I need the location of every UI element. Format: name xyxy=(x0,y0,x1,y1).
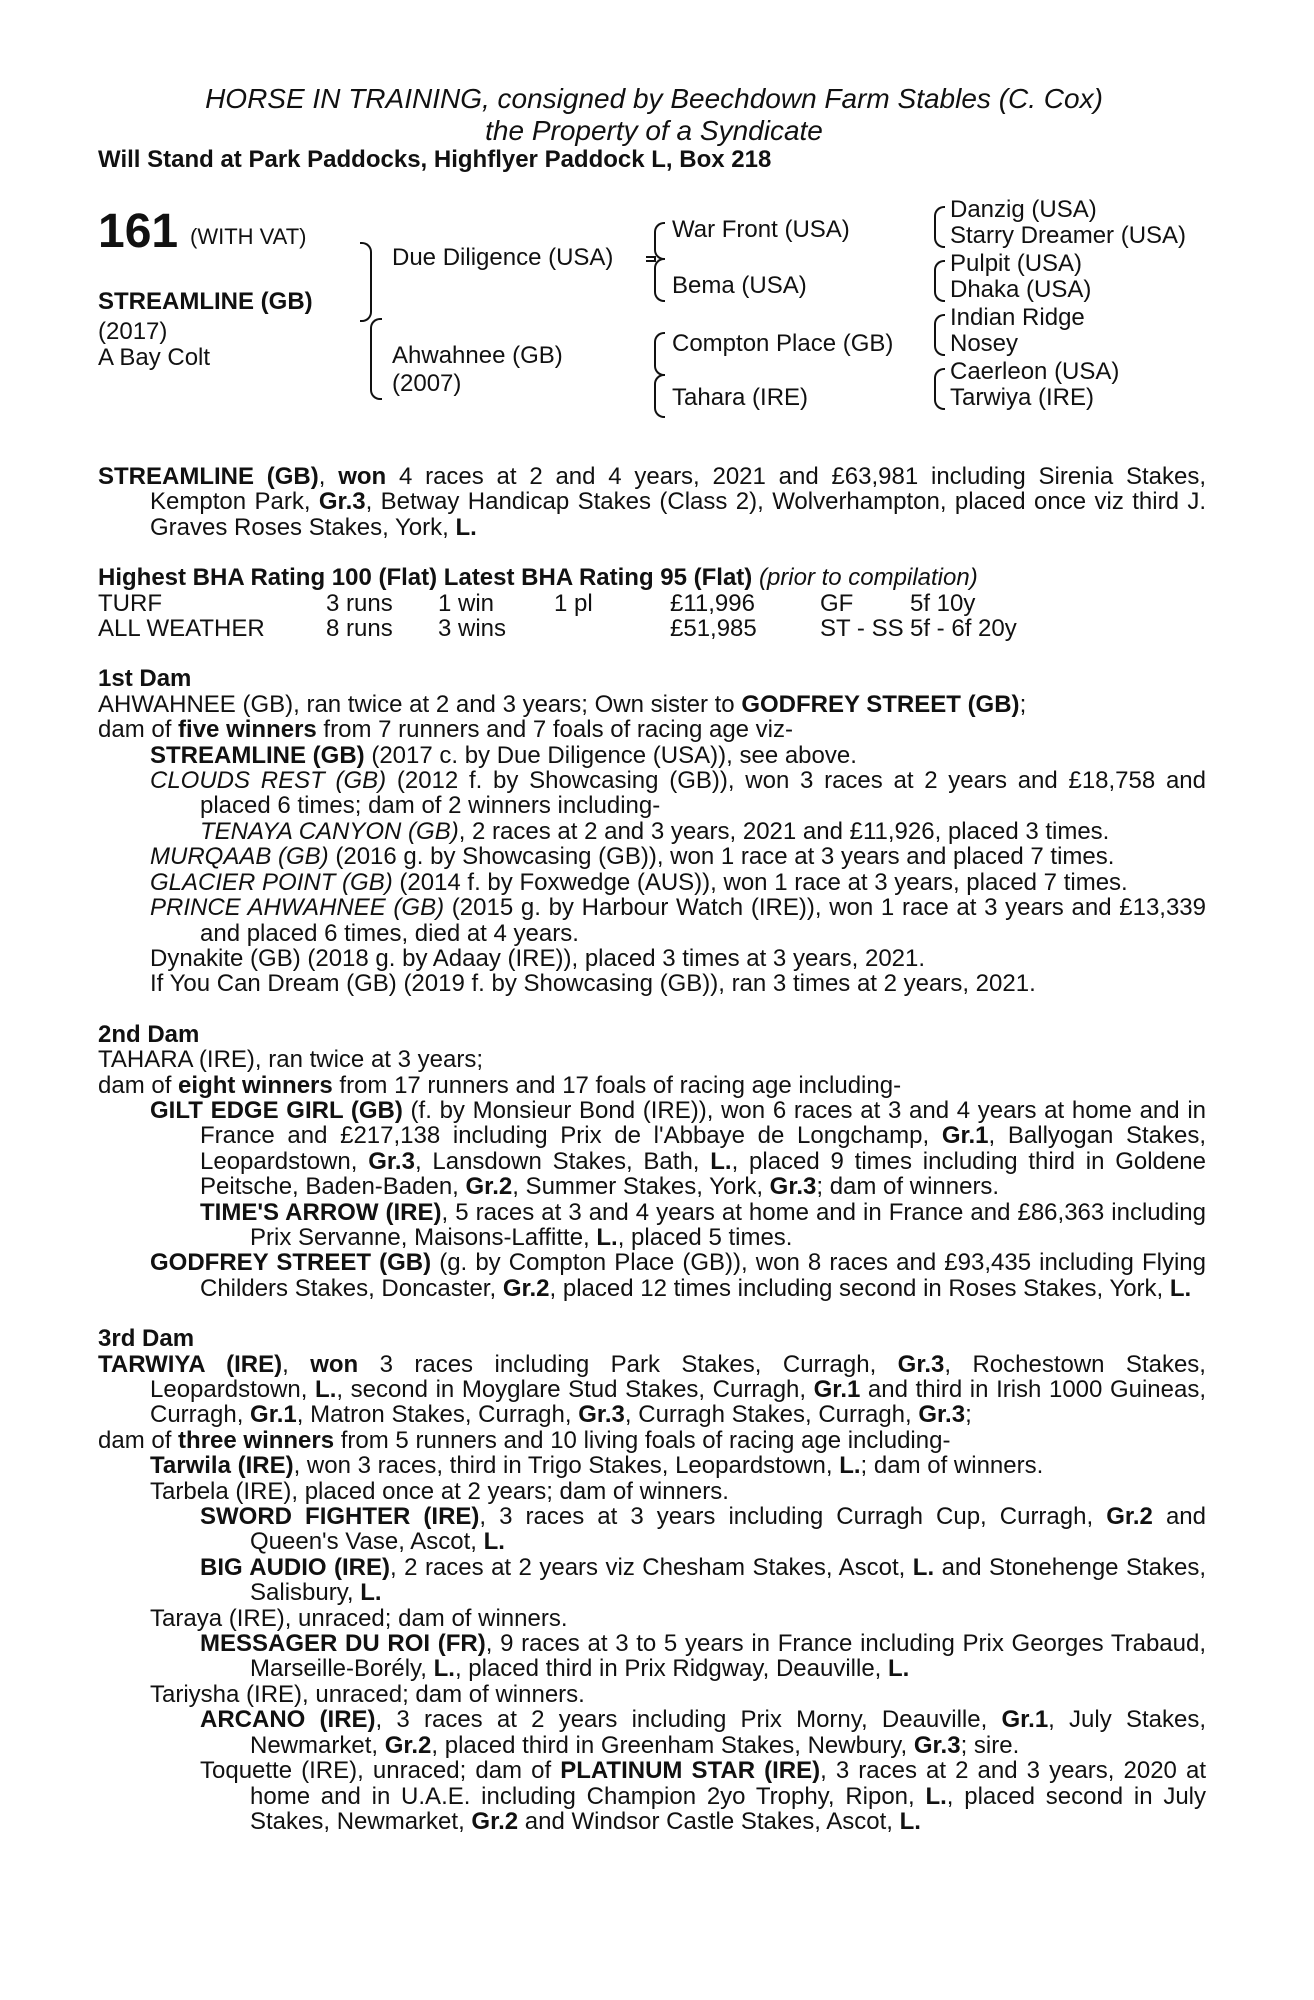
text: (2015 g. by Harbour Watch (IRE)), won 1 race at 3 years and £13,339 and placed 6 times, died at 4 years. xyxy=(200,894,1206,947)
text: Gr.3 xyxy=(913,1731,961,1759)
text: , Lansdown Stakes, Bath, xyxy=(414,1147,711,1175)
text: Gr.1 xyxy=(941,1122,989,1150)
text: L. xyxy=(839,1452,861,1480)
text: , second in Moyglare Stud Stakes, Curragh, xyxy=(336,1376,814,1403)
summary-text: 4 races at 2 and 4 years, 2021 and £63,981 including Sirenia Stakes, Kempton Park, xyxy=(150,463,1206,516)
text: ARCANO (IRE) xyxy=(200,1706,376,1734)
text: , Matron Stakes, Curragh, xyxy=(296,1401,579,1429)
text: Gr.3 xyxy=(578,1401,625,1429)
text: and third in Irish 1000 Guineas, Curragh, xyxy=(150,1376,1207,1429)
stat-runs: 3 runs xyxy=(326,589,393,617)
text: from 5 runners and 10 living foals of racing age including- xyxy=(334,1426,951,1454)
horse-year: (2017) xyxy=(98,318,168,345)
section-heading: 3rd Dam xyxy=(98,1325,195,1353)
text: (2017 c. by Due Diligence (USA)), see above. xyxy=(364,741,857,769)
produce-entry: Dynakite (GB) (2018 g. by Adaay (IRE)), placed 3 times at 3 years, 2021. xyxy=(150,944,926,972)
location-line: Will Stand at Park Paddocks, Highflyer Paddock L, Box 218 xyxy=(98,146,772,173)
text: three winners xyxy=(178,1426,335,1454)
text: , placed 5 times. xyxy=(617,1223,793,1251)
text: , placed 12 times including second in Roses Stakes, York, xyxy=(549,1274,1170,1302)
sire-sire: War Front (USA) xyxy=(672,216,850,243)
summary-text: , Betway Handicap Stakes (Class 2), Wolverhampton, placed once viz third J. Graves Roses Stakes, York, xyxy=(150,488,1206,541)
text: ; dam of winners. xyxy=(816,1173,1000,1201)
great-grandsire-1: Danzig (USA) xyxy=(950,196,1097,223)
text: L. xyxy=(925,1782,947,1810)
text: Gr.2 xyxy=(471,1807,519,1835)
text: from 7 runners and 7 foals of racing age viz- xyxy=(316,716,794,744)
brace xyxy=(654,258,665,302)
text: (2012 f. by Showcasing (GB)), won 3 races at 2 years and £18,758 and placed 6 times; dam of 2 winners including- xyxy=(200,767,1206,820)
stat-placed: 1 pl xyxy=(554,589,593,617)
text: MESSAGER DU ROI (FR) xyxy=(200,1630,486,1658)
produce-entry xyxy=(98,1200,1206,1251)
produce-entry: Tariysha (IRE), unraced; dam of winners. xyxy=(150,1680,585,1708)
produce-entry: If You Can Dream (GB) (2019 f. by Showcasing (GB)), ran 3 times at 2 years, 2021. xyxy=(150,970,1036,998)
grade-label: Gr.3 xyxy=(318,488,366,516)
text: , won 3 races, third in Trigo Stakes, Leopardstown, xyxy=(293,1452,840,1480)
text: , 3 races at 3 years including Curragh Cup, Curragh, xyxy=(479,1503,1107,1531)
text: dam of xyxy=(98,1071,179,1099)
produce-entry: Tarbela (IRE), placed once at 2 years; dam of winners. xyxy=(150,1477,729,1505)
text: and Queen's Vase, Ascot, xyxy=(250,1503,1206,1556)
text: Gr.1 xyxy=(1001,1706,1049,1734)
stats-row xyxy=(98,616,1206,641)
brace xyxy=(370,318,382,400)
great-grandsire-3: Pulpit (USA) xyxy=(950,250,1083,277)
text: L. xyxy=(710,1147,732,1175)
property-line: the Property of a Syndicate xyxy=(485,115,823,146)
text: GILT EDGE GIRL (GB) xyxy=(150,1096,403,1124)
sire: Due Diligence (USA) xyxy=(392,244,614,271)
text: , placed 9 times including third in Goldene Peitsche, Baden-Baden, xyxy=(200,1147,1207,1201)
text: Gr.2 xyxy=(465,1173,513,1201)
stat-placed xyxy=(554,616,670,641)
text: , July Stakes, Newmarket, xyxy=(250,1706,1206,1759)
text: L. xyxy=(1169,1274,1192,1302)
section-heading: 1st Dam xyxy=(98,665,192,693)
text: , 9 races at 3 to 5 years in France including Prix Georges Trabaud, Marseille-Borély, xyxy=(250,1630,1207,1683)
brace xyxy=(934,260,945,302)
text: , placed second in July Stakes, Newmarket, xyxy=(250,1782,1207,1835)
text: PLATINUM STAR (IRE) xyxy=(560,1757,821,1785)
text: from 17 runners and 17 foals of racing age including- xyxy=(332,1071,902,1099)
text: , Summer Stakes, York, xyxy=(512,1173,770,1201)
race-summary: STREAMLINE (GB), won 4 races at 2 and 4 years, 2021 and £63,981 including Sirenia Stakes, Kempton Park, Gr.3, Betway Handicap Stakes (Class 2), Wolverhampton, placed once viz third J. Graves Roses Stakes, York, L. xyxy=(98,463,1206,541)
text: (2014 f. by Foxwedge (AUS)), won 1 race at 3 years, placed 7 times. xyxy=(392,868,1128,896)
text: eight winners xyxy=(178,1071,333,1099)
brace xyxy=(934,314,945,356)
text: dam of xyxy=(98,1426,179,1454)
text: L. xyxy=(888,1655,910,1683)
stat-runs: 8 runs xyxy=(326,615,393,643)
text: ; sire. xyxy=(960,1731,1020,1759)
stat-surface: TURF xyxy=(98,589,162,617)
produce-entry xyxy=(98,819,1206,844)
text: L. xyxy=(899,1807,921,1835)
produce-entry xyxy=(98,1707,1206,1758)
dam-of-line xyxy=(98,717,1206,742)
stats-row xyxy=(98,591,1206,616)
brace xyxy=(934,368,945,410)
text: , 2 races at 2 and 3 years, 2021 and £11,926, placed 3 times. xyxy=(458,817,1110,845)
text: GODFREY STREET (GB) xyxy=(741,690,1020,718)
catalogue-text xyxy=(98,464,1206,1834)
brace xyxy=(646,256,656,262)
brace xyxy=(360,242,372,322)
text: , 3 races at 2 years including Prix Morny, Deauville, xyxy=(375,1706,1002,1734)
dam-year: (2007) xyxy=(392,370,462,397)
rating-text: Highest BHA Rating 100 (Flat) Latest BHA Rating 95 (Flat) xyxy=(98,564,753,592)
produce-entry xyxy=(98,870,1206,895)
consignor-line: HORSE IN TRAINING, consigned by Beechdown Farm Stables (C. Cox) xyxy=(205,83,1103,114)
text: , Rochestown Stakes, Leopardstown, xyxy=(150,1350,1206,1403)
text: STREAMLINE (GB) xyxy=(150,741,365,769)
produce-entry xyxy=(98,895,1206,946)
dam-intro: TAHARA (IRE), ran twice at 3 years; xyxy=(98,1046,483,1074)
section-heading: 2nd Dam xyxy=(98,1020,200,1048)
text: and Stonehenge Stakes, Salisbury, xyxy=(250,1553,1207,1607)
text: five winners xyxy=(178,716,317,744)
text: CLOUDS REST (GB) xyxy=(150,767,387,795)
dam-sire: Compton Place (GB) xyxy=(672,330,894,357)
produce-entry xyxy=(98,1250,1206,1301)
dam-of-line xyxy=(98,1428,1206,1453)
great-granddam-4: Dhaka (USA) xyxy=(950,276,1092,303)
won-label: won xyxy=(338,463,387,490)
text: , placed third in Prix Ridgway, Deauville, xyxy=(454,1655,889,1683)
great-grandsire-7: Caerleon (USA) xyxy=(950,358,1120,385)
brace xyxy=(654,374,665,418)
horse-name: STREAMLINE (GB) xyxy=(98,463,319,490)
stat-prize: £11,996 xyxy=(670,589,755,617)
text: dam of xyxy=(98,716,179,744)
vat-label: (WITH VAT) xyxy=(190,224,307,249)
dam: Ahwahnee (GB) xyxy=(392,342,563,369)
produce-entry xyxy=(98,1758,1206,1834)
pedigree-table xyxy=(98,196,1218,440)
stat-going: GF xyxy=(820,589,854,617)
great-granddam-8: Tarwiya (IRE) xyxy=(950,384,1095,411)
produce-entry xyxy=(98,1098,1206,1200)
stat-distance: 5f 10y xyxy=(910,589,976,617)
text: Gr.1 xyxy=(250,1401,297,1429)
dam-dam: Tahara (IRE) xyxy=(672,384,809,411)
produce-entry xyxy=(98,743,1206,768)
produce-entry xyxy=(98,1555,1206,1606)
text: Gr.2 xyxy=(1106,1503,1153,1531)
great-granddam-2: Starry Dreamer (USA) xyxy=(950,222,1187,249)
text: TENAYA CANYON (GB) xyxy=(200,817,459,845)
text: Gr.3 xyxy=(897,1350,945,1378)
dam-intro: TARWIYA (IRE), won 3 races including Park Stakes, Curragh, Gr.3, Rochestown Stakes, Leopardstown, L., second in Moyglare Stud Stakes, Curragh, Gr.1 and third in Irish 1000 Guineas, Curragh, Gr.1, Matron Stakes, Curragh, Gr.3, Curragh Stakes, Curragh, Gr.3; xyxy=(98,1350,1207,1429)
brace xyxy=(654,332,665,376)
text: L. xyxy=(360,1579,382,1607)
text: L. xyxy=(912,1553,935,1581)
text: , 2 races at 2 years viz Chesham Stakes, Ascot, xyxy=(390,1553,913,1581)
stat-prize: £51,985 xyxy=(670,615,757,643)
text: ; dam of winners. xyxy=(860,1452,1044,1480)
stat-distance: 5f - 6f 20y xyxy=(910,615,1017,643)
stat-surface: ALL WEATHER xyxy=(98,615,265,643)
rating-line xyxy=(98,565,1206,590)
text: L. xyxy=(433,1655,455,1683)
grade-label: L. xyxy=(455,513,477,541)
brace xyxy=(934,206,945,248)
text: Toquette (IRE), unraced; dam of xyxy=(200,1757,561,1785)
brace xyxy=(654,222,665,260)
text: Gr.1 xyxy=(813,1376,861,1403)
text: (f. by Monsieur Bond (IRE)), won 6 races at 3 and 4 years at home and in France and £217,138 including Prix de l'Abbaye de Longchamp, xyxy=(200,1096,1207,1150)
text: MURQAAB (GB) xyxy=(150,843,329,871)
text: (2016 g. by Showcasing (GB)), won 1 race at 3 years and placed 7 times. xyxy=(328,843,1115,871)
text: 3 races including Park Stakes, Curragh, xyxy=(358,1350,898,1378)
text: Gr.3 xyxy=(918,1401,966,1429)
dam-intro xyxy=(98,692,1206,717)
text: won xyxy=(310,1350,359,1378)
stat-wins: 1 win xyxy=(438,589,495,617)
produce-entry xyxy=(98,768,1206,819)
text: GODFREY STREET (GB) xyxy=(150,1249,432,1277)
produce-entry xyxy=(98,1631,1206,1682)
text: Tarwila (IRE) xyxy=(150,1452,294,1480)
text: , 5 races at 3 and 4 years at home and in France and £86,363 including Prix Servanne, Maisons-Laffitte, xyxy=(250,1198,1207,1251)
text: , Ballyogan Stakes, Leopardstown, xyxy=(200,1122,1207,1175)
text: , 3 races at 2 and 3 years, 2020 at home and in U.A.E. including Champion 2yo Trophy, Ripon, xyxy=(250,1757,1206,1810)
great-granddam-6: Nosey xyxy=(950,330,1019,357)
text: SWORD FIGHTER (IRE) xyxy=(200,1503,480,1531)
text: , Curragh Stakes, Curragh, xyxy=(624,1401,919,1429)
dam-of-line xyxy=(98,1073,1206,1098)
horse-name: STREAMLINE (GB) xyxy=(98,288,313,315)
text: , placed third in Greenham Stakes, Newbury, xyxy=(431,1731,914,1759)
text: TIME'S ARROW (IRE) xyxy=(200,1198,442,1226)
horse-description: A Bay Colt xyxy=(98,344,211,371)
text: BIG AUDIO (IRE) xyxy=(200,1553,391,1581)
lot-number: 161 xyxy=(98,205,179,258)
sire-dam: Bema (USA) xyxy=(672,272,807,299)
text: AHWAHNEE (GB), ran twice at 2 and 3 years; Own sister to xyxy=(98,690,742,718)
produce-entry: Taraya (IRE), unraced; dam of winners. xyxy=(150,1604,568,1632)
great-grandsire-5: Indian Ridge xyxy=(950,304,1085,331)
stat-wins: 3 wins xyxy=(438,615,507,643)
produce-entry xyxy=(98,1504,1206,1555)
text: Gr.3 xyxy=(769,1173,817,1201)
text: GLACIER POINT (GB) xyxy=(150,868,393,896)
produce-entry xyxy=(98,1453,1206,1478)
text: ; xyxy=(965,1401,972,1429)
text: L. xyxy=(483,1528,505,1556)
text: L. xyxy=(596,1223,618,1251)
text: ; xyxy=(1019,690,1027,718)
text: PRINCE AHWAHNEE (GB) xyxy=(150,894,445,922)
text: Gr.2 xyxy=(502,1274,550,1302)
produce-entry xyxy=(98,844,1206,869)
text: Gr.2 xyxy=(384,1731,432,1759)
rating-note: (prior to compilation) xyxy=(752,564,978,592)
text: (g. by Compton Place (GB)), won 8 races and £93,435 including Flying Childers Stakes, Doncaster, xyxy=(200,1249,1206,1302)
text: TARWIYA (IRE) xyxy=(98,1350,283,1378)
text: Gr.3 xyxy=(368,1147,415,1175)
text: and Windsor Castle Stakes, Ascot, xyxy=(518,1807,900,1835)
text: L. xyxy=(315,1376,337,1403)
stat-going: ST - SS xyxy=(820,615,904,643)
